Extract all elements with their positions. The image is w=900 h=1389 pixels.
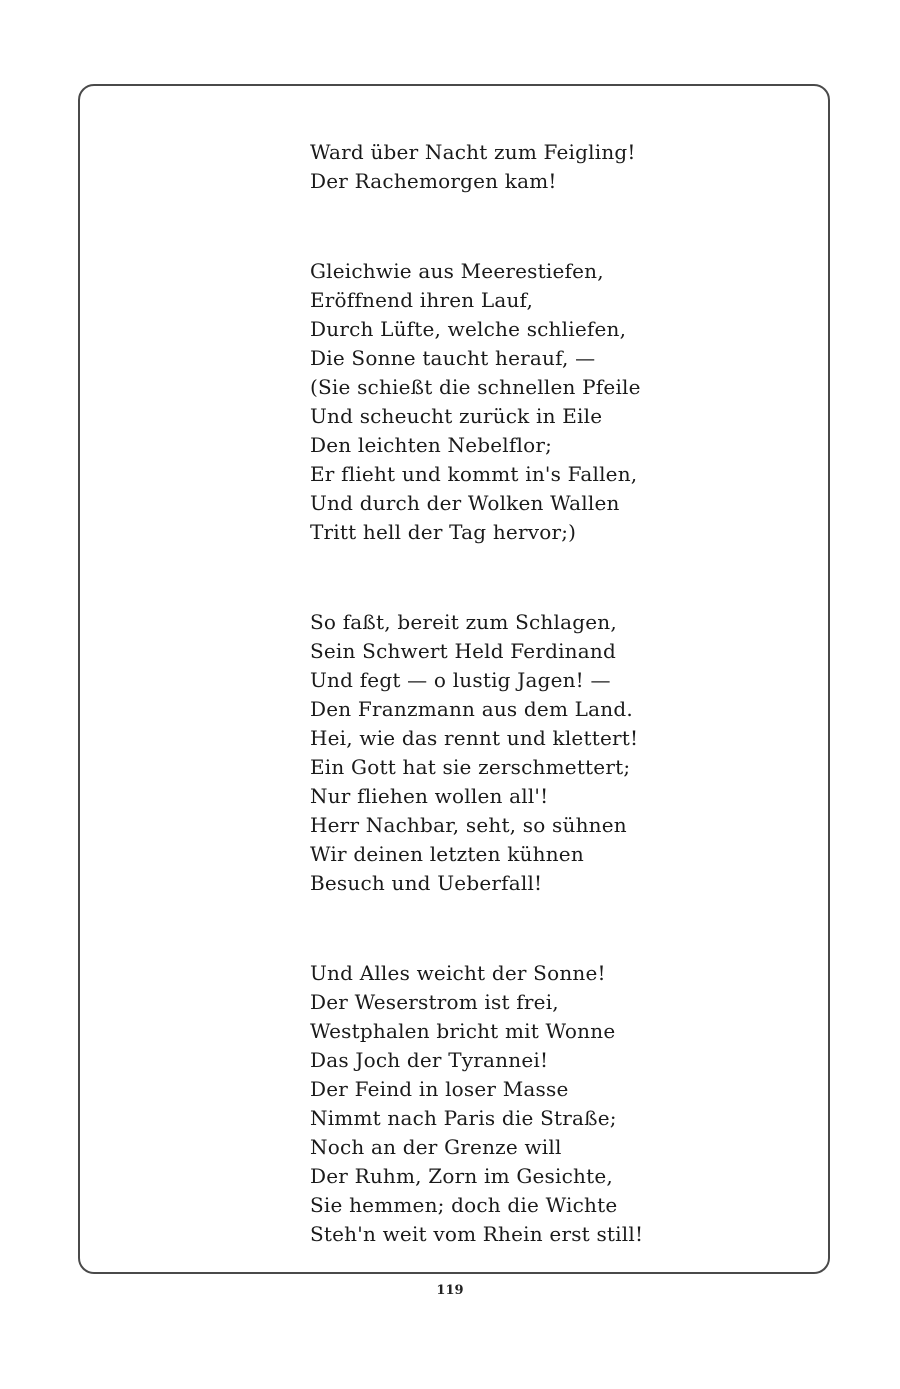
- poem-line: Das Joch der Tyrannei!: [310, 1048, 549, 1072]
- poem-line: Der Rachemorgen kam!: [310, 169, 557, 193]
- poem-line: Der Feind in loser Masse: [310, 1077, 569, 1101]
- poem-line: Den Franzmann aus dem Land.: [310, 697, 633, 721]
- poem-line: (Sie schießt die schnellen Pfeile: [310, 375, 641, 399]
- poem-line: Die Sonne taucht herauf, —: [310, 346, 596, 370]
- poem-line: Eröffnend ihren Lauf,: [310, 288, 534, 312]
- poem-line: So faßt, bereit zum Schlagen,: [310, 610, 617, 634]
- page-number: 119: [436, 1283, 464, 1298]
- poem-line: Nimmt nach Paris die Straße;: [310, 1106, 617, 1130]
- poem-line: Westphalen bricht mit Wonne: [310, 1019, 616, 1043]
- poem-line: Nur fliehen wollen all'!: [310, 784, 549, 808]
- poem-line: Sie hemmen; doch die Wichte: [310, 1193, 618, 1217]
- poem-line: Sein Schwert Held Ferdinand: [310, 639, 616, 663]
- poem-line: Der Weserstrom ist frei,: [310, 990, 559, 1014]
- poem-line: Besuch und Ueberfall!: [310, 871, 543, 895]
- poem-line: Noch an der Grenze will: [310, 1135, 562, 1159]
- poem-line: Herr Nachbar, seht, so sühnen: [310, 813, 627, 837]
- poem-line: Tritt hell der Tag hervor;): [310, 520, 577, 544]
- stanza-4: [310, 959, 730, 1249]
- poem-line: Ein Gott hat sie zerschmettert;: [310, 755, 631, 779]
- poem-line: Wir deinen letzten kühnen: [310, 842, 584, 866]
- stanza-3: [310, 608, 730, 898]
- poem-line: Und Alles weicht der Sonne!: [310, 961, 606, 985]
- poem-line: Durch Lüfte, welche schliefen,: [310, 317, 627, 341]
- poem-line: Ward über Nacht zum Feigling!: [310, 140, 636, 164]
- poem-line: Den leichten Nebelflor;: [310, 433, 553, 457]
- stanza-2: [310, 257, 730, 547]
- poem: [310, 138, 730, 1249]
- poem-line: Hei, wie das rennt und klettert!: [310, 726, 639, 750]
- poem-line: Steh'n weit vom Rhein erst still!: [310, 1222, 644, 1246]
- poem-line: Er flieht und kommt in's Fallen,: [310, 462, 638, 486]
- stanza-1: [310, 138, 730, 196]
- poem-line: Und durch der Wolken Wallen: [310, 491, 620, 515]
- poem-line: Der Ruhm, Zorn im Gesichte,: [310, 1164, 613, 1188]
- poem-line: Und fegt — o lustig Jagen! —: [310, 668, 611, 692]
- poem-line: Gleichwie aus Meerestiefen,: [310, 259, 604, 283]
- poem-line: Und scheucht zurück in Eile: [310, 404, 603, 428]
